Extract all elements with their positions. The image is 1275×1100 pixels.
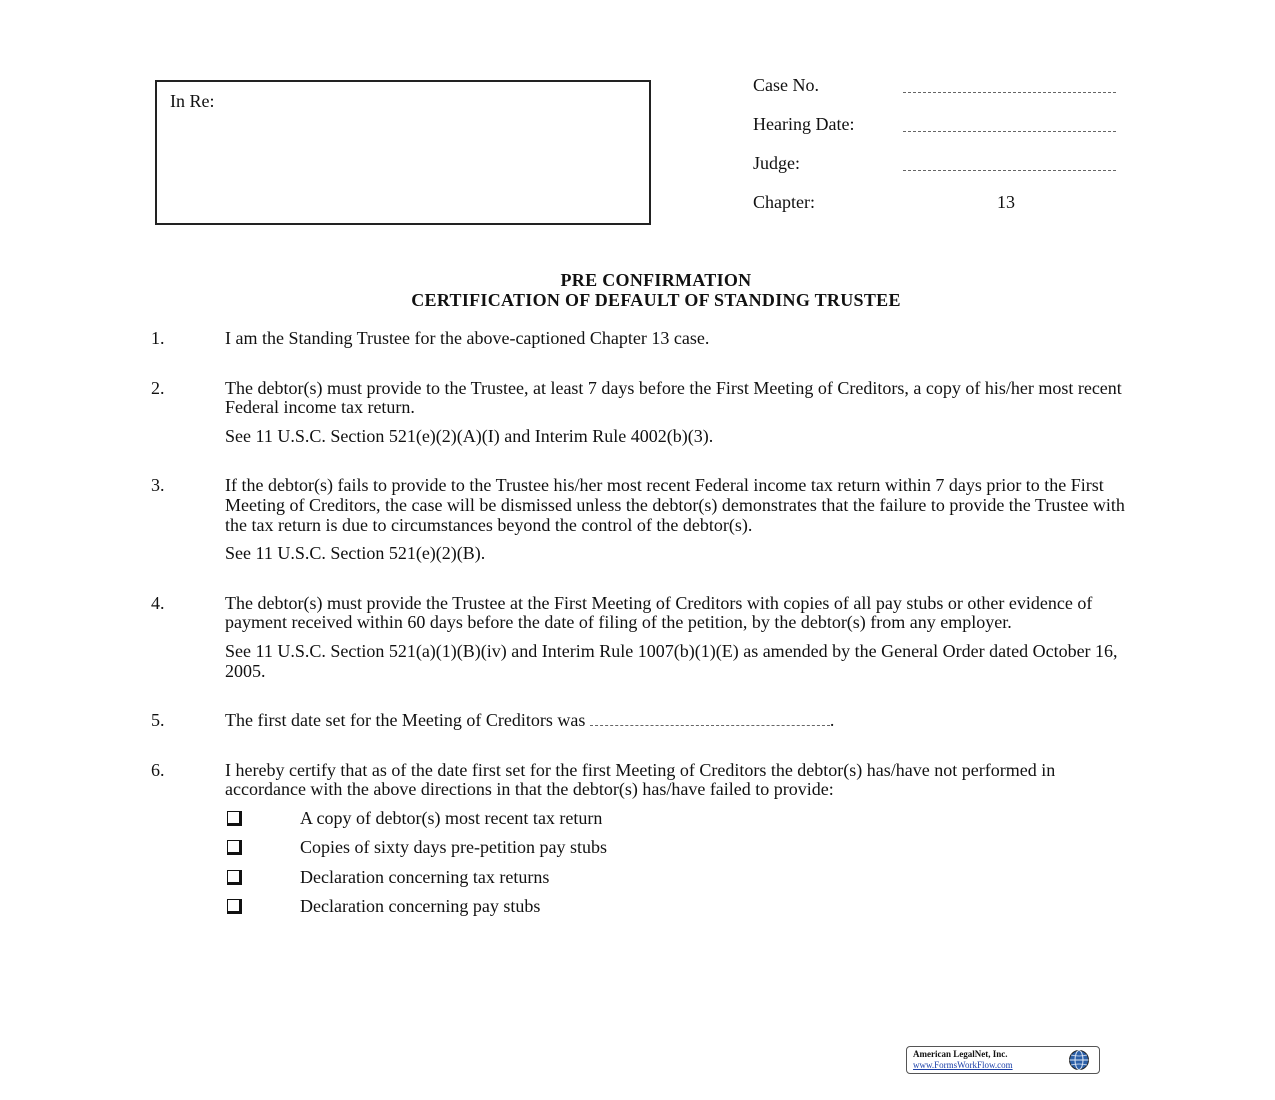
item-text-wrap: The first date set for the Meeting of Creditors was . [225, 710, 835, 731]
item-4 [151, 594, 1131, 681]
chapter-label: Chapter: [753, 192, 815, 212]
case-info-block [753, 75, 1133, 231]
checklist-item [225, 838, 1131, 868]
hearing-date-row [753, 114, 1133, 153]
case-number-row [753, 75, 1133, 114]
in-re-box [155, 80, 651, 225]
checkbox-icon[interactable] [227, 870, 242, 885]
hearing-date-label: Hearing Date: [753, 114, 855, 134]
item-text: The debtor(s) must provide the Trustee at the First Meeting of Creditors with copies of all pay stubs or other evidence of payment received within 60 days before the date of filing of the petition, by the debtor(s) from any employer. [225, 592, 1093, 633]
case-number-field [903, 92, 1116, 93]
in-re-label: In Re: [170, 91, 215, 111]
document-title-line1: PRE CONFIRMATION [560, 270, 752, 290]
item-2 [151, 379, 1131, 447]
certification-items [151, 329, 1131, 927]
checkbox-icon[interactable] [227, 811, 242, 826]
checklist-label: Declaration concerning pay stubs [300, 896, 541, 917]
item-number: 6. [151, 759, 165, 780]
logo-url-link[interactable]: www.FormsWorkFlow.com [913, 1060, 1013, 1070]
item-number: 2. [151, 377, 165, 398]
item-number: 4. [151, 592, 165, 613]
checklist-item [225, 897, 1131, 927]
chapter-row [753, 192, 1133, 231]
checklist-label: A copy of debtor(s) most recent tax return [300, 807, 603, 828]
item-number: 1. [151, 328, 165, 348]
item-text: The first date set for the Meeting of Creditors was [225, 710, 586, 731]
case-number-label: Case No. [753, 75, 819, 95]
item-text: I hereby certify that as of the date first set for the first Meeting of Creditors the debtor(s) has/have not performed in accordance with the above directions in that the debtor(s) has/have failed to provide: [225, 759, 1056, 800]
document-title-line2: CERTIFICATION OF DEFAULT OF STANDING TRUSTEE [411, 290, 901, 310]
hearing-date-field [903, 131, 1116, 132]
item-3 [151, 476, 1131, 563]
item-1 [151, 329, 1131, 349]
checklist-item [225, 868, 1131, 898]
globe-icon [1067, 1049, 1091, 1071]
item-text: I am the Standing Trustee for the above-captioned Chapter 13 case. [225, 328, 710, 348]
item-citation: See 11 U.S.C. Section 521(e)(2)(A)(I) and Interim Rule 4002(b)(3). [225, 425, 714, 446]
logo-company-name: American LegalNet, Inc. [913, 1049, 1008, 1059]
failed-to-provide-checklist [225, 809, 1131, 927]
judge-field [903, 170, 1116, 171]
checklist-item [225, 809, 1131, 839]
item-citation: See 11 U.S.C. Section 521(a)(1)(B)(iv) and Interim Rule 1007(b)(1)(E) as amended by the General Order dated October 16, 2005. [225, 640, 1118, 681]
checklist-label: Copies of sixty days pre-petition pay stubs [300, 837, 607, 858]
judge-row [753, 153, 1133, 192]
item-text: The debtor(s) must provide to the Trustee, at least 7 days before the First Meeting of Creditors, a copy of his/her most recent Federal income tax return. [225, 377, 1122, 418]
american-legalnet-logo[interactable] [906, 1046, 1100, 1074]
chapter-value: 13 [997, 192, 1015, 212]
item-number: 5. [151, 710, 165, 731]
checklist-label: Declaration concerning tax returns [300, 866, 550, 887]
checkbox-icon[interactable] [227, 899, 242, 914]
item-5 [151, 711, 1131, 731]
item-text: If the debtor(s) fails to provide to the Trustee his/her most recent Federal income tax return within 7 days prior to the First Meeting of Creditors, the case will be dismissed unless the debtor(s) demonstrates that the failure to provide the Trustee with the tax return is due to circumstances beyond the control of the debtor(s). [225, 475, 1125, 535]
item-number: 3. [151, 475, 165, 496]
item-citation: See 11 U.S.C. Section 521(e)(2)(B). [225, 543, 486, 564]
item-6 [151, 761, 1131, 927]
checkbox-icon[interactable] [227, 840, 242, 855]
judge-label: Judge: [753, 153, 800, 173]
meeting-date-blank [590, 711, 830, 726]
